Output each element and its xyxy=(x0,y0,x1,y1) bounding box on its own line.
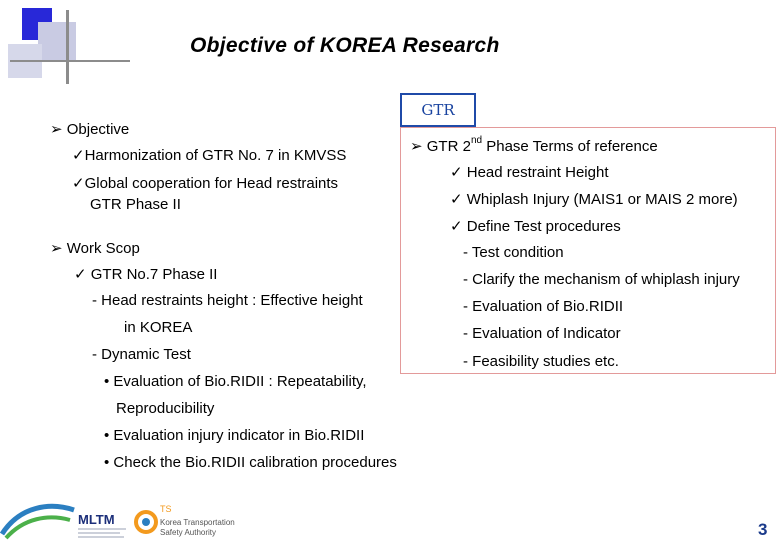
gtr-label-box: GTR xyxy=(400,93,476,127)
decor-horizontal-line xyxy=(10,60,130,62)
gtr-check-item xyxy=(450,190,738,208)
gtr-check-text: Head restraint Height xyxy=(466,164,609,181)
gtr-heading xyxy=(410,137,658,155)
ts-line2: Safety Authority xyxy=(160,528,217,537)
check-icon: ✓ xyxy=(74,266,87,283)
objective-item xyxy=(72,146,346,164)
bullet-item-continuation: Reproducibility xyxy=(116,400,215,417)
gtr-heading-pre: GTR 2 xyxy=(426,138,471,155)
slide-title: Objective of KOREA Research xyxy=(190,34,500,57)
arrow-bullet-icon: ➢ xyxy=(50,240,63,257)
work-line: - Head restraints height : Effective height xyxy=(92,292,363,309)
gtr-dash-item: - Evaluation of Bio.RIDII xyxy=(463,298,624,315)
gtr-dash-item: - Clarify the mechanism of whiplash injury xyxy=(463,271,740,288)
check-icon: ✓ xyxy=(72,147,85,164)
gtr-check-item xyxy=(450,163,609,181)
ts-text: TS xyxy=(160,504,172,514)
gtr-dash-item: - Feasibility studies etc. xyxy=(463,353,619,370)
bullet-item: • Evaluation of Bio.RIDII : Repeatability, xyxy=(104,373,367,390)
bullet-item: • Check the Bio.RIDII calibration procedures xyxy=(104,454,397,471)
mltm-text: MLTM xyxy=(78,512,115,527)
gtr-heading-sup: nd xyxy=(470,135,483,146)
check-icon: ✓ xyxy=(450,164,463,181)
work-sub-item xyxy=(74,265,217,283)
gtr-dash-item: - Test condition xyxy=(463,244,564,261)
arrow-bullet-icon: ➢ xyxy=(410,138,423,155)
gtr-check-text: Whiplash Injury (MAIS1 or MAIS 2 more) xyxy=(466,191,738,208)
gtr-heading-post: Phase Terms of reference xyxy=(482,138,658,155)
objective-heading xyxy=(50,120,129,138)
page-number: 3 xyxy=(758,520,768,539)
objective-heading-text: Objective xyxy=(66,121,130,138)
work-heading xyxy=(50,239,140,257)
decor-square-light xyxy=(38,22,76,62)
work-sub-text: GTR No.7 Phase II xyxy=(90,266,218,283)
work-heading-text: Work Scop xyxy=(66,240,140,257)
mltm-logo-icon xyxy=(0,498,240,540)
check-icon: ✓ xyxy=(72,175,85,192)
bullet-item: • Evaluation injury indicator in Bio.RIDII xyxy=(104,427,365,444)
gtr-check-item xyxy=(450,217,621,235)
gtr-check-text: Define Test procedures xyxy=(466,218,621,235)
work-line: in KOREA xyxy=(124,319,193,336)
logo-bar xyxy=(0,498,240,545)
objective-item xyxy=(72,174,338,192)
arrow-bullet-icon: ➢ xyxy=(50,121,63,138)
ts-line1: Korea Transportation xyxy=(160,518,235,527)
work-line: - Dynamic Test xyxy=(92,346,191,363)
objective-item-continuation: GTR Phase II xyxy=(90,196,181,213)
check-icon: ✓ xyxy=(450,218,463,235)
objective-item-text: Global cooperation for Head restraints xyxy=(84,175,339,192)
objective-item-text: Harmonization of GTR No. 7 in KMVSS xyxy=(84,147,347,164)
check-icon: ✓ xyxy=(450,191,463,208)
gtr-dash-item: - Evaluation of Indicator xyxy=(463,325,621,342)
decor-vertical-line xyxy=(66,10,69,84)
